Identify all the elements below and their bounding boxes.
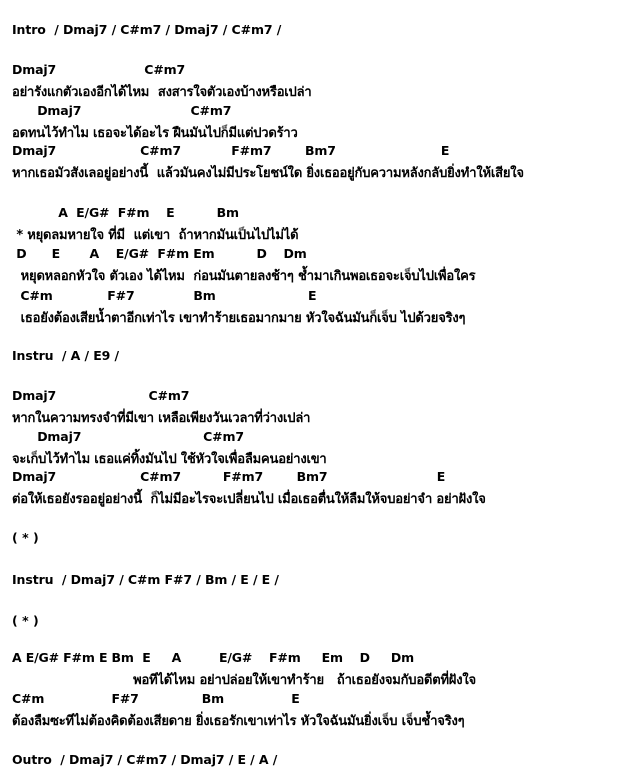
chord-line: Dmaj7 C#m7 bbox=[12, 388, 190, 403]
lyric-line: จะเก็บไว้ทำไม เธอแค่ทิ้งมันไป ใช้หัวใจเพื่อลืมคนอย่างเขา bbox=[12, 452, 327, 467]
repeat-marker-line: ( * ) bbox=[12, 530, 39, 545]
chord-line: Dmaj7 C#m7 bbox=[12, 103, 232, 118]
chord-line: Dmaj7 C#m7 bbox=[12, 62, 186, 77]
chord-line: C#m F#7 Bm E bbox=[12, 691, 300, 706]
chord-line: Dmaj7 C#m7 F#m7 Bm7 E bbox=[12, 143, 450, 158]
lyric-line: หากในความทรงจำที่มีเขา เหลือเพียงวันเวลาที่ว่างเปล่า bbox=[12, 411, 311, 426]
section-label-line: Intro / Dmaj7 / C#m7 / Dmaj7 / C#m7 / bbox=[12, 22, 282, 37]
section-label-line: Instru / Dmaj7 / C#m F#7 / Bm / E / E / bbox=[12, 572, 279, 587]
lyric-line: เธอยังต้องเสียน้ำตาอีกเท่าไร เขาทำร้ายเธอมากมาย หัวใจฉันมันก็เจ็บ ไปด้วยจริงๆ bbox=[12, 311, 466, 326]
chord-line: Dmaj7 C#m7 F#m7 Bm7 E bbox=[12, 469, 446, 484]
section-label-line: Instru / A / E9 / bbox=[12, 348, 119, 363]
lyric-line: หากเธอมัวสังเลอยู่อย่างนี้ แล้วมันคงไม่มีประโยชน์ใด ยิ่งเธออยู่กับความหลังกลับยิ่งทำให้เสียใจ bbox=[12, 166, 524, 181]
repeat-marker-line: ( * ) bbox=[12, 613, 39, 628]
chord-line: Dmaj7 C#m7 bbox=[12, 429, 244, 444]
chord-line: A E/G# F#m E Bm bbox=[12, 205, 239, 220]
lyric-line: ต้องลืมซะทีไม่ต้องคิดต้องเสียดาย ยิ่งเธอรักเขาเท่าไร หัวใจฉันมันยิ่งเจ็บ เจ็บช้ำจริงๆ bbox=[12, 714, 465, 729]
section-label-line: Outro / Dmaj7 / C#m7 / Dmaj7 / E / A / bbox=[12, 752, 278, 767]
lyric-line: หยุดหลอกหัวใจ ตัวเอง ได้ไหม ก่อนมันตายลงช้าๆ ช้ำมาเกินพอเธอจะเจ็บไปเพื่อใคร bbox=[12, 269, 476, 284]
chord-line: A E/G# F#m E Bm E A E/G# F#m Em D Dm bbox=[12, 650, 414, 665]
lyric-line: อดทนไว้ทำไม เธอจะได้อะไร ฝืนมันไปก็มีแต่ปวดร้าว bbox=[12, 126, 298, 141]
lyric-line: อย่ารังแกตัวเองอีกได้ไหม สงสารใจตัวเองบ้างหรือเปล่า bbox=[12, 85, 312, 100]
chord-line: C#m F#7 Bm E bbox=[12, 288, 317, 303]
lyric-line: ต่อให้เธอยังรออยู่อย่างนี้ ก็ไม่มีอะไรจะเปลี่ยนไป เมื่อเธอตื่นให้ลืมให้จบอย่าจำ อย่าฝังใจ bbox=[12, 492, 486, 507]
lyric-line: * หยุดลมหายใจ ที่มี แต่เขา ถ้าหากมันเป็นไปไม่ได้ bbox=[12, 228, 299, 243]
chord-line: D E A E/G# F#m Em D Dm bbox=[12, 246, 307, 261]
lyric-line: พอทีได้ไหม อย่าปล่อยให้เขาทำร้าย ถ้าเธอยังจมกับอดีตที่ฝังใจ bbox=[12, 673, 476, 688]
